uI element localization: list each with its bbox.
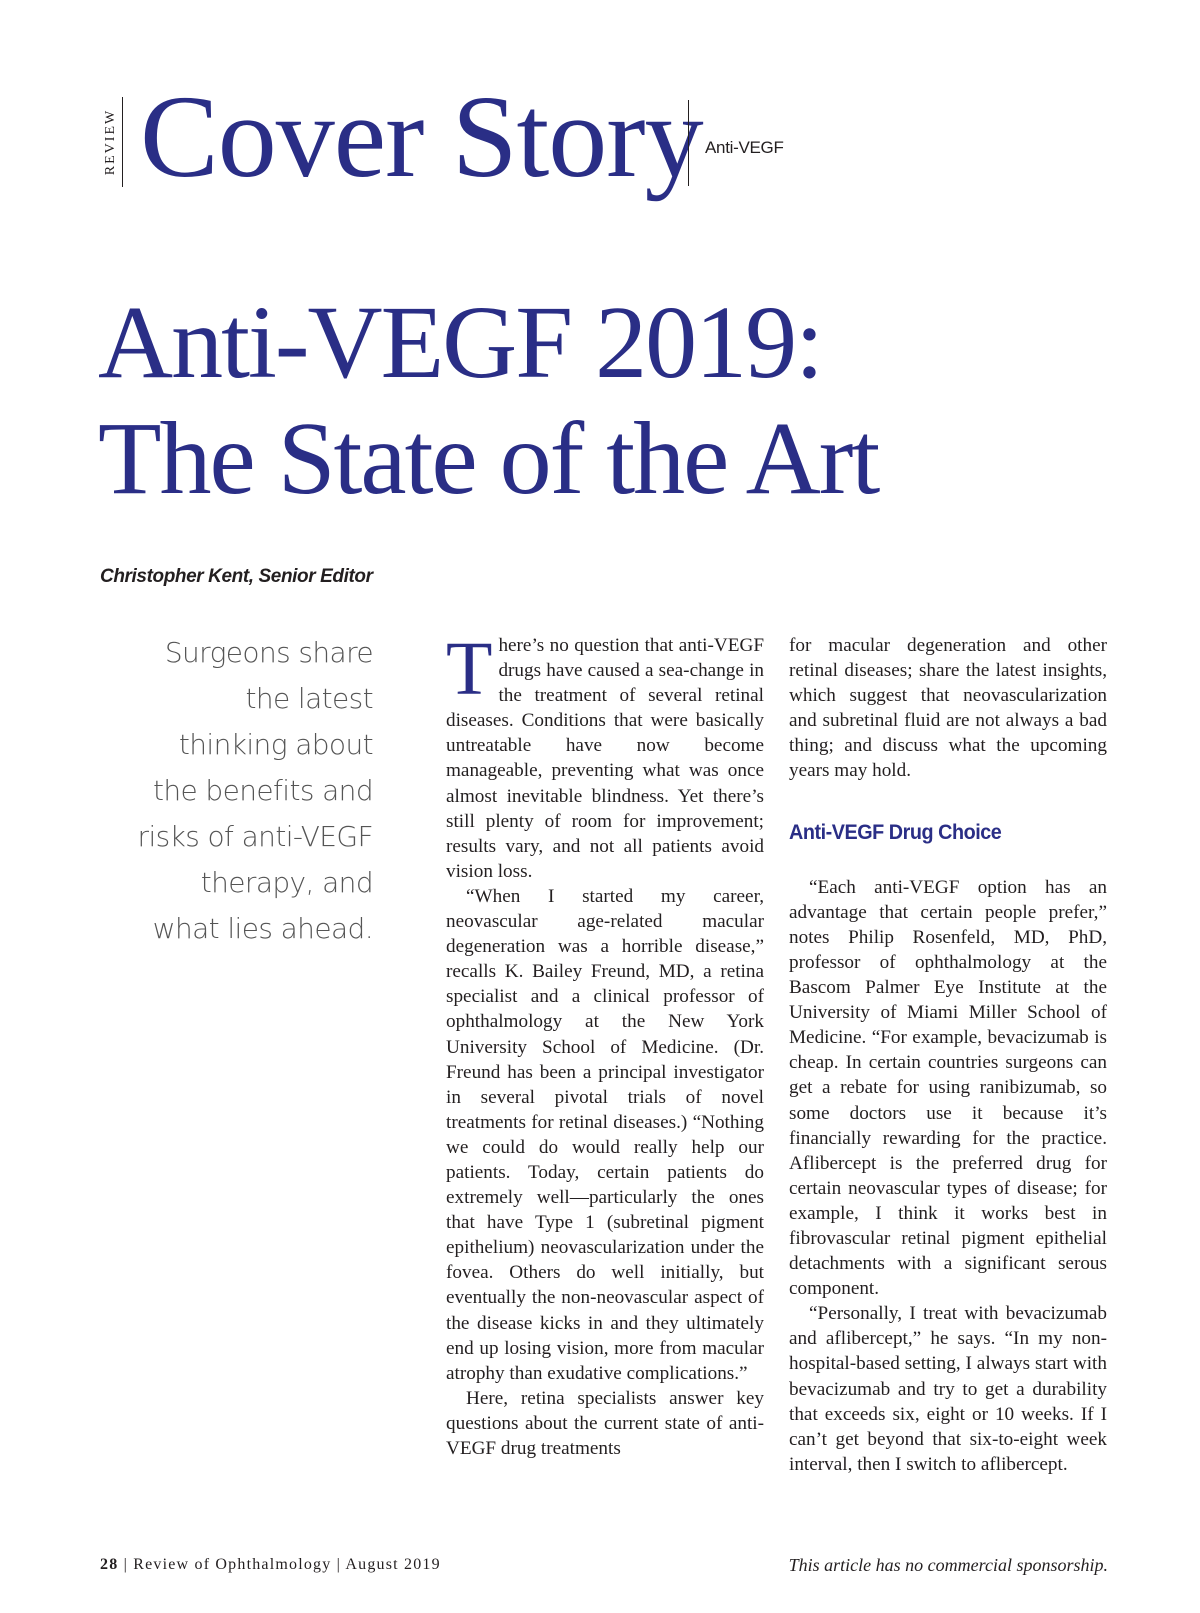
section-title: Cover Story xyxy=(140,71,703,202)
section-subhead: Anti-VEGF Drug Choice xyxy=(789,819,1002,844)
paragraph-text: here’s no question that anti-VEGF drugs have caused a sea-change in the treatment of several retinal diseases. Conditions that were basically untreatable have now become manageable, preventing what was once almost inevitable blindness. Yet there’s still plenty of room for improvement; results vary, and not all patients avoid vision loss. xyxy=(446,635,764,882)
paragraph: “Each anti-VEGF option has an advantage that certain people prefer,” notes Philip Rosenfeld, MD, PhD, professor of ophthalmology at the Bascom Palmer Eye Institute at the University of Miami Miller School of Medicine. “For example, bevacizumab is cheap. In certain countries surgeons can get a rebate for using ranibizumab, so some doctors use it because it’s financially rewarding for the practice. Aflibercept is the preferred drug for certain neovascular types of disease; for example, I think it works best in fibrovascular retinal pigment epithelial detachments with a significant serous component. xyxy=(789,876,1107,1300)
article-column-2 xyxy=(789,633,1107,1477)
paragraph: “When I started my career, neovascular age-related macular degeneration was a horrible disease,” recalls K. Bailey Freund, MD, a retina specialist and a clinical professor of ophthalmology at the New York University School of Medicine. (Dr. Freund has been a principal investigator in several pivotal trials of novel treatments for retinal diseases.) “Nothing we could do would really help our patients. Today, certain patients do extremely well—particularly the ones that have Type 1 (subretinal pigment epithelium) neovascularization under the fovea. Others do well initially, but eventually the non-neovascular aspect of the disease kicks in and they ultimately end up losing vision, more from macular atrophy than exudative complications.” xyxy=(446,885,764,1384)
byline: Christopher Kent, Senior Editor xyxy=(100,566,373,587)
drop-cap: T xyxy=(446,627,493,711)
section-topic: Anti-VEGF xyxy=(705,138,784,157)
section-divider xyxy=(688,100,689,186)
paragraph: Here, retina specialists answer key questions about the current state of anti-VEGF drug treatments xyxy=(446,1387,764,1459)
page-number: 28 xyxy=(100,1556,119,1573)
article-deck: Surgeons share the latest thinking about the benefits and risks of anti-VEGF therapy, and what lies ahead. xyxy=(137,636,373,945)
headline-line-1: Anti-VEGF 2019: xyxy=(98,285,822,400)
paragraph xyxy=(446,627,764,884)
section-tag xyxy=(100,97,123,187)
section-tag-label: REVIEW xyxy=(103,108,118,176)
paragraph: “Personally, I treat with bevacizumab and aflibercept,” he says. “In my non-hospital-based setting, I always start with bevacizumab and try to get a durability that exceeds six, eight or 10 weeks. If I can’t get beyond that six-to-eight week interval, then I switch to aflibercept. xyxy=(789,1303,1107,1475)
article-headline xyxy=(98,285,878,517)
page-footer: 28 | Review of Ophthalmology | August 2019 xyxy=(100,1556,441,1573)
headline-line-2: The State of the Art xyxy=(98,401,879,516)
article-column-1 xyxy=(446,627,764,1461)
sponsorship-note: This article has no commercial sponsorship. xyxy=(788,1555,1108,1575)
issue-date: August 2019 xyxy=(345,1556,441,1573)
publication-name: Review of Ophthalmology xyxy=(133,1556,332,1573)
paragraph: for macular degeneration and other retinal diseases; share the latest insights, which suggest that neovascularization and subretinal fluid are not always a bad thing; and discuss what the upcoming years may hold. xyxy=(789,635,1107,782)
